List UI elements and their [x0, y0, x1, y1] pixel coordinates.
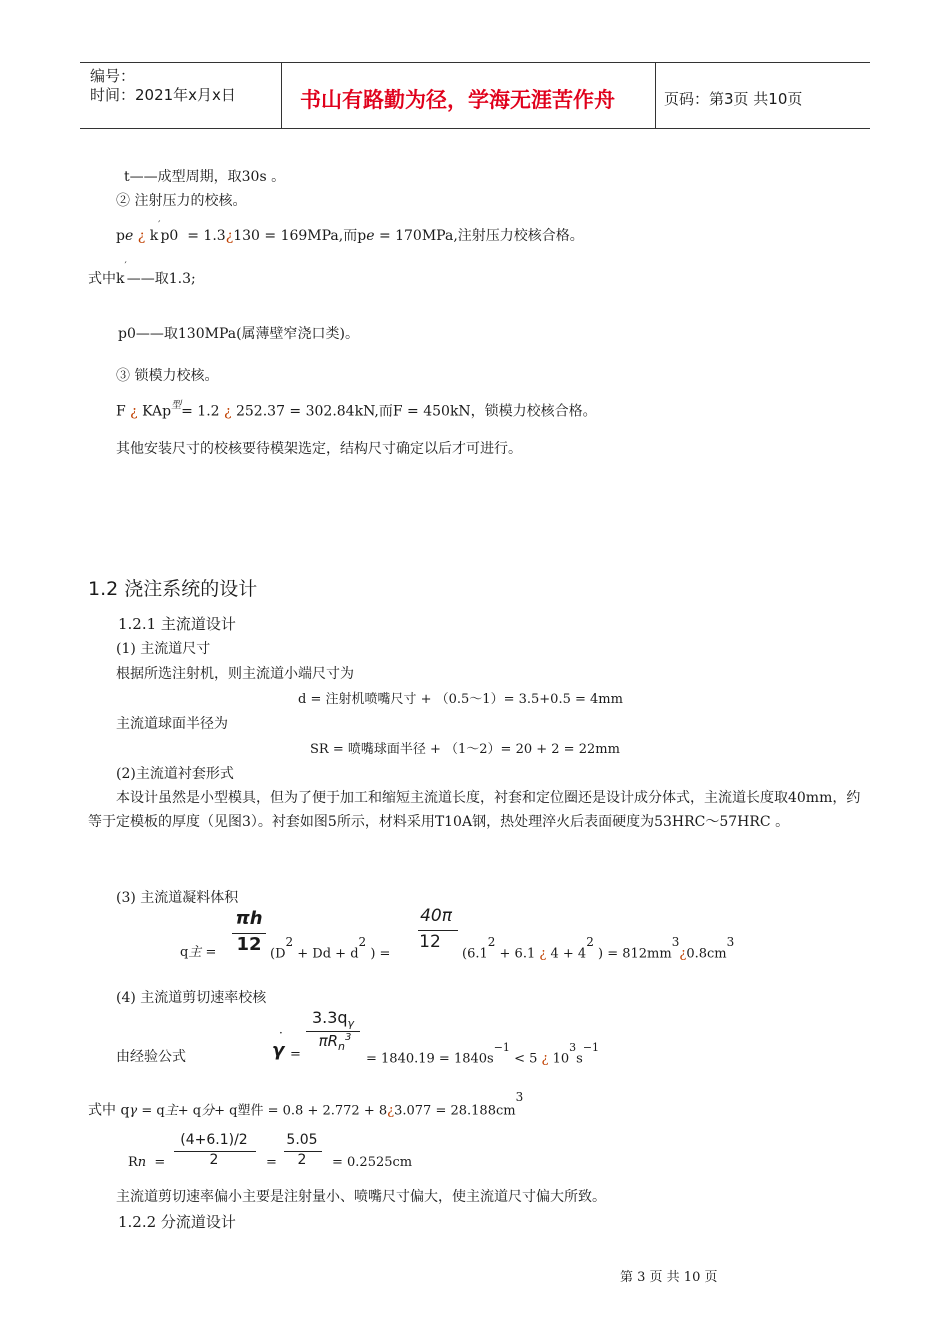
eq-q: = q — [141, 1103, 165, 1119]
prime: ′ — [158, 220, 161, 232]
fraction-rn2-num: 5.05 — [286, 1132, 318, 1148]
close-eq: ) = — [370, 946, 391, 962]
item-main-runner-size: (1) 主流道尺寸 — [116, 641, 211, 657]
fraction-40pi-den: 12 — [419, 932, 441, 952]
glyph: ¿ — [539, 946, 547, 962]
subsection-title-1-2-2: 1.2.2 分流道设计 — [118, 1213, 236, 1231]
fraction-40pi-num: 40π — [420, 906, 452, 926]
eq-sign: = — [266, 1155, 277, 1170]
formula-injection-pressure — [116, 220, 584, 245]
item-bushing-form: (2)主流道衬套形式 — [116, 766, 234, 782]
glyph: ¿ — [137, 228, 146, 244]
glyph: ¿ — [224, 403, 232, 420]
formula-q-gamma — [88, 1090, 524, 1119]
glyph: ¿ — [225, 228, 234, 244]
sub-branch: 分 — [201, 1103, 215, 1119]
sub-part: 塑件 — [237, 1103, 264, 1119]
sub-n: n — [338, 1040, 346, 1053]
sub-main: 主 — [164, 1103, 178, 1119]
eq-sign: = — [290, 1047, 301, 1062]
exp-2: 2 — [285, 935, 294, 949]
exp-3: 3 — [515, 1090, 524, 1104]
eq-12: = 1.2 — [181, 403, 220, 420]
sym-q: q — [180, 945, 189, 960]
fraction-pi-h-num: πh — [235, 908, 263, 929]
sym-F: F — [116, 403, 126, 420]
doc-time-label: 时间：2021年x月x日 — [90, 86, 236, 104]
val-rn: = 0.2525cm — [332, 1155, 413, 1170]
fraction-bar — [418, 930, 458, 931]
fraction-rn2-den: 2 — [297, 1152, 307, 1168]
p0-def-value: ——取130MPa(属薄壁窄浇口类)。 — [135, 326, 360, 342]
sub-n: n — [137, 1155, 147, 1170]
sym-R: R — [128, 1155, 138, 1170]
text-line-sphere-radius: 主流道球面半径为 — [116, 716, 228, 732]
val-28188: 3.077 = 28.188cm — [394, 1103, 516, 1119]
text-empirical-formula: 由经验公式 — [116, 1049, 186, 1065]
glyph: ¿ — [541, 1051, 549, 1067]
plus-q: + q — [177, 1103, 202, 1119]
exp-3: 3 — [345, 1032, 352, 1043]
sub-gamma: γ — [347, 1017, 355, 1031]
prime: ′ — [124, 261, 127, 273]
formula-d: d = 注射机喷嘴尺寸 + （0.5～1）= 3.5+0.5 = 4mm — [298, 692, 623, 707]
fraction-rn-den: 2 — [209, 1152, 219, 1168]
exp-2: 2 — [358, 935, 367, 949]
section-title-1-2: 1.2 浇注系统的设计 — [88, 578, 258, 600]
value-pe: 130 = 169MPa,而p — [233, 228, 367, 244]
label-shizhong: 式中 q — [88, 1102, 130, 1119]
exp-2: 2 — [487, 935, 496, 949]
item-runner-volume: (3) 主流道凝料体积 — [116, 890, 239, 906]
k-def-value: ——取1.3; — [126, 271, 196, 287]
header-motto: 书山有路勤为径，学海无涯苦作舟 — [300, 88, 615, 112]
sym-p: p — [116, 228, 125, 244]
exp-3: 3 — [671, 935, 680, 949]
gamma-dot-mark: · — [279, 1026, 283, 1040]
fraction-shear-den — [312, 1032, 358, 1053]
val-piR: πR — [318, 1032, 339, 1050]
footer-page-number: 第 3 页 共 10 页 — [620, 1270, 718, 1285]
text-line-other-checks: 其他安装尺寸的校核要待模架选定，结构尺寸确定以后才可进行。 — [116, 441, 522, 457]
unit-s: s — [576, 1051, 583, 1067]
fraction-pi-h-den: 12 — [236, 934, 262, 955]
val-10: 10 — [552, 1051, 570, 1067]
val-33q: 3.3q — [311, 1008, 348, 1027]
glyph: ¿ — [387, 1103, 395, 1119]
sub-main: 主 — [188, 945, 202, 960]
val-61: (6.1 — [462, 946, 488, 962]
text-line-k-def — [88, 261, 196, 288]
sub-gamma: γ — [129, 1103, 138, 1119]
sym-q-main: q主 = — [180, 945, 217, 960]
text-line-cycle: t——成型周期，取30s 。 — [124, 169, 286, 185]
sym-e: e — [124, 228, 134, 244]
glyph: ¿ — [679, 946, 687, 962]
formula-volume-mid — [270, 935, 391, 962]
sym-e: e — [366, 228, 375, 244]
val-1840: = 1840.19 = 1840s — [366, 1051, 494, 1067]
sym-k: k — [149, 228, 159, 244]
sym-p: p — [118, 326, 127, 342]
formula-SR: SR = 喷嘴球面半径 + （1～2）= 20 + 2 = 22mm — [310, 742, 620, 757]
header-divider-left — [281, 62, 282, 128]
val-4: 4 + 4 — [550, 946, 587, 962]
text-line-injection-check: ② 注射压力的校核。 — [116, 193, 247, 209]
doc-number-label: 编号： — [90, 67, 136, 85]
sym-KAp: KAp — [142, 403, 172, 420]
header-page-label: 页码：第3页 共10页 — [664, 90, 803, 108]
fraction-shear-num — [306, 1008, 360, 1030]
sym-Dd-d: + Dd + d — [297, 946, 359, 962]
sub-type: 型 — [171, 400, 182, 411]
exp-3: 3 — [726, 935, 735, 949]
text-line-clamp-check: ③ 锁模力校核。 — [116, 368, 219, 384]
val-812: ) = 812mm — [597, 946, 672, 962]
val-lt5: < 5 — [514, 1051, 538, 1067]
eq-13: = 1.3 — [187, 228, 226, 244]
exp-neg1: −1 — [582, 1041, 600, 1054]
item-shear-rate: (4) 主流道剪切速率校核 — [116, 990, 267, 1006]
sym-p0: p — [160, 228, 170, 244]
val-08: 0.8cm — [686, 946, 727, 962]
sym-gamma: γ — [272, 1040, 285, 1061]
sym-D: (D — [270, 946, 286, 962]
fraction-rn-num: (4+6.1)/2 — [180, 1132, 248, 1148]
clamp-result: 252.37 = 302.84kN,而F = 450kN，锁模力校核合格。 — [235, 403, 597, 420]
sym-Rn: Rn = — [128, 1155, 166, 1170]
pe-result: = 170MPa,注射压力校核合格。 — [378, 228, 584, 244]
exp-neg1: −1 — [493, 1041, 510, 1054]
sub-0: 0 — [169, 228, 179, 244]
glyph: ¿ — [130, 403, 138, 420]
header-divider-right — [655, 62, 656, 128]
text-line-shear-conclusion: 主流道剪切速率偏小主要是注射量小、喷嘴尺寸偏大，使主流道尺寸偏大所致。 — [116, 1189, 606, 1205]
subsection-title-1-2-1: 1.2.1 主流道设计 — [118, 615, 236, 633]
exp-2: 2 — [586, 935, 594, 949]
header-bottom-rule — [80, 128, 870, 129]
paragraph-bushing: 本设计虽然是小型模具，但为了便于加工和缩短主流道长度，衬套和定位圈还是设计成分体式，主流道长度取40mm，约等于定模板的厚度（见图3）。衬套如图5所示，材料采用T10A钢，热处理淬火后表面硬度为53HRC～57HRC 。 — [88, 790, 861, 830]
k-def-label: 式中k — [88, 271, 125, 287]
formula-clamp-force — [116, 398, 597, 421]
text-line-small-end: 根据所选注射机，则主流道小端尺寸为 — [116, 666, 354, 682]
header-top-rule — [80, 62, 870, 63]
text-line-p0-def — [118, 323, 359, 343]
formula-shear-result — [366, 1041, 600, 1067]
formula-volume-result — [462, 935, 735, 962]
plus-q2: + q — [214, 1103, 238, 1119]
sub-0: 0 — [126, 326, 136, 342]
exp-3: 3 — [569, 1041, 577, 1054]
val-sum: = 0.8 + 2.772 + 8 — [267, 1103, 388, 1119]
val-61b: + 6.1 — [499, 946, 536, 962]
